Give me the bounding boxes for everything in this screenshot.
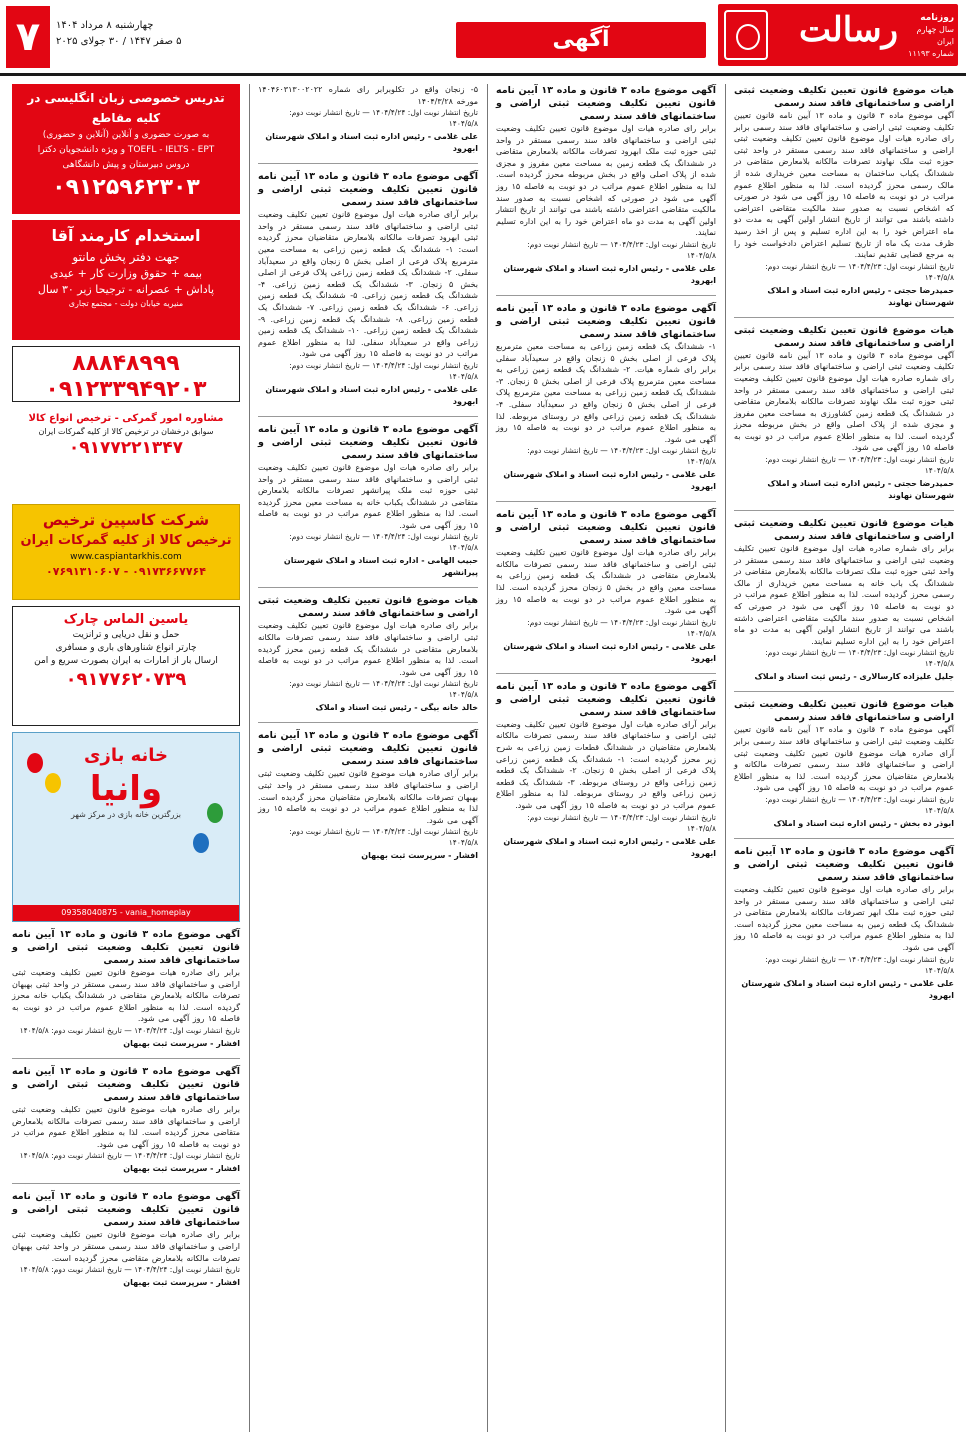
notice (496, 84, 716, 287)
masthead (718, 4, 958, 66)
notice-dates: تاریخ انتشار نوبت اول: ۱۴۰۴/۴/۲۴ — تاریخ انتشار نوبت دوم: ۱۴۰۴/۵/۸ (19, 1151, 240, 1161)
notice-title: آگهی موضوع ماده ۳ قانون و ماده ۱۳ آیین نامه قانون تعیین تکلیف وضعیت ثبتی اراضی و ساختمانهای فاقد سند رسمی (496, 302, 716, 340)
notice (258, 170, 478, 408)
notice-title: هیات موضوع قانون تعیین تکلیف وضعیت ثبتی اراضی و ساختمانهای فاقد سند رسمی (734, 324, 954, 349)
notice (258, 84, 478, 155)
notice-title: آگهی موضوع ماده ۳ قانون و ماده ۱۳ آیین نامه قانون تعیین تکلیف وضعیت ثبتی اراضی و ساختمانهای فاقد سند رسمی (496, 85, 716, 122)
ad-headline: شرکت کاسپین ترخیص (42, 511, 210, 529)
notice-title: آگهی موضوع ماده ۳ قانون و ماده ۱۳ آیین نامه قانون تعیین تکلیف وضعیت ثبتی اراضی و ساختمانهای فاقد سند رسمی (496, 509, 716, 547)
masthead-info (898, 12, 954, 60)
notices-column-1 (730, 84, 958, 1432)
notice-body: برابر آرای صادره هیات اول موضوع قانون تعیین تکلیف وضعیت ثبتی اراضی و ساختمانهای فاقد سند رسمی مستقر در واحد ثبتی ابهرود تصرفات مالکانه بلامعارض متقاضیان محرز گردیده است: ۱- ششدانگ یک قطعه زمین زراعی به مساحت معین مترمربع پلاک فرعی از اصلی بخش ۵ زنجان واقع در سعیدآباد سفلی. ۲- ششدانگ یک قطعه زمین زراعی پلاک فرعی از اصلی بخش ۵ زنجان. ۳- ششدانگ یک قطعه زمین زراعی. ۴- ششدانگ یک قطعه زمین زراعی. ۵- ششدانگ یک قطعه زمین زراعی. ۶- ششدانگ یک قطعه زمین زراعی. ۷- ششدانگ یک قطعه زمین زراعی. ۸- ششدانگ یک قطعه زمین زراعی. ۹- ششدانگ یک قطعه زمین زراعی. ۱۰- ششدانگ یک قطعه زمین زراعی واقع در سعیدآباد سفلی. لذا به منظور اطلاع عموم مراتب در دو نوبت به فاصله ۱۵ روز آگهی می شود. (258, 210, 479, 359)
notice-title: آگهی موضوع ماده ۳ قانون و ماده ۱۳ آیین نامه قانون تعیین تکلیف وضعیت ثبتی اراضی و ساختمانهای فاقد سند رسمی (734, 845, 954, 883)
separator (496, 295, 716, 296)
balloon-icon (207, 803, 223, 823)
notice-title: آگهی موضوع ماده ۳ قانون و ماده ۱۳ آیین نامه قانون تعیین تکلیف وضعیت ثبتی اراضی و ساختمانهای فاقد سند رسمی (12, 1191, 240, 1229)
notice-title: آگهی موضوع ماده ۳ قانون و ماده ۱۳ آیین نامه قانون تعیین تکلیف وضعیت ثبتی اراضی و ساختمانهای فاقد سند رسمی (258, 730, 478, 768)
date-other: ۵ صفر ۱۴۴۷ / ۳۰ جولای ۲۰۲۵ (56, 36, 182, 47)
notice-signature: افشار - سرپرست ثبت بهبهان (123, 1038, 240, 1048)
notice-dates: تاریخ انتشار نوبت اول: ۱۴۰۴/۴/۲۳ — تاریخ انتشار نوبت دوم: ۱۴۰۴/۵/۸ (527, 812, 716, 833)
ad-text: پاداش + عصرانه - ترجیحا زیر ۳۰ سال (37, 283, 215, 296)
year-label: سال چهارم (916, 25, 954, 34)
separator (12, 1058, 240, 1059)
notice (734, 698, 954, 830)
ad-subheadline: جهت دفتر پخش مانتو (72, 250, 180, 264)
ad-headline: مشاوره امور گمرکی - ترخیص انواع کالا (28, 413, 224, 424)
ads-column (8, 84, 244, 1432)
notice-dates: تاریخ انتشار نوبت اول: ۱۴۰۴/۴/۲۳ — تاریخ انتشار نوبت دوم: ۱۴۰۴/۵/۸ (765, 261, 954, 282)
notice-signature: علی غلامی - رئیس اداره ثبت اسناد و املاک شهرستان ابهرود (503, 470, 716, 492)
notice-title: آگهی موضوع ماده ۳ قانون و ماده ۱۳ آیین نامه قانون تعیین تکلیف وضعیت ثبتی اراضی و ساختمانهای فاقد سند رسمی (496, 680, 716, 718)
notice-title: هیات موضوع قانون تعیین تکلیف وضعیت ثبتی اراضی و ساختمانهای فاقد سند رسمی (734, 699, 954, 724)
notice-title: آگهی موضوع ماده ۳ قانون و ماده ۱۳ آیین نامه قانون تعیین تکلیف وضعیت ثبتی اراضی و ساختمانهای فاقد سند رسمی (258, 423, 478, 461)
notice (258, 729, 478, 862)
separator (734, 838, 954, 839)
notice-title: هیات موضوع قانون تعیین تکلیف وضعیت ثبتی اراضی و ساختمانهای فاقد سند رسمی (734, 85, 954, 109)
ad-headline: خانه بازی (83, 745, 169, 766)
column-divider (725, 84, 726, 1432)
notice-dates: تاریخ انتشار نوبت اول: ۱۴۰۴/۴/۲۳ — تاریخ انتشار نوبت دوم: ۱۴۰۴/۵/۸ (765, 794, 954, 815)
notice-signature: علی غلامی - رئیس اداره ثبت اسناد و املاک شهرستان ابهرود (741, 978, 954, 1000)
ad-phone[interactable]: ۰۹۱۲۳۳۹۴۹۲۰۳ (45, 377, 207, 402)
ad-playhouse[interactable] (12, 732, 240, 922)
notice-dates: تاریخ انتشار نوبت اول: ۱۴۰۴/۴/۲۳ — تاریخ انتشار نوبت دوم: ۱۴۰۴/۵/۸ (765, 648, 954, 669)
paper-name: روزنامه (920, 13, 954, 23)
notice-signature: افشار - سرپرست ثبت بهبهان (123, 1278, 240, 1288)
notice-signature: حبیب الهامی - اداره ثبت اسناد و املاک شهرستان پیرانشهر (283, 556, 478, 578)
balloon-icon (27, 753, 43, 773)
separator (258, 416, 478, 417)
emblem-icon (724, 10, 768, 60)
ad-phone[interactable]: ۰۹۱۲۵۹۶۲۳۰۳ (52, 175, 200, 200)
notice-body: ۱- ششدانگ یک قطعه زمین زراعی به مساحت معین مترمربع پلاک فرعی از اصلی بخش ۵ زنجان واقع در سعیدآباد سفلی برابر رای شماره هیات. ۲- ششدانگ یک قطعه زمین زراعی به مساحت معین مترمربع پلاک فرعی از اصلی بخش ۵ زنجان. ۳- ششدانگ یک قطعه زمین زراعی به مساحت معین مترمربع پلاک فرعی از اصلی بخش ۵ زنجان واقع در سعیدآباد سفلی. ۴- ششدانگ یک قطعه زمین زراعی واقع در روستای مربوطه. لذا به منظور اطلاع عموم مراتب در دو نوبت به فاصله ۱۵ روز آگهی می شود. (496, 341, 717, 444)
ad-text: چارتر انواع شناورهای باری و مسافری (55, 643, 197, 653)
page-header (0, 0, 966, 76)
notice-dates: تاریخ انتشار نوبت اول: ۱۴۰۴/۴/۲۴ — تاریخ انتشار نوبت دوم: ۱۴۰۴/۵/۸ (19, 1025, 240, 1035)
notice-signature: ابوذر ده بخش - رئیس اداره ثبت اسناد و املاک (773, 818, 954, 828)
notice (496, 508, 716, 665)
notice-dates: تاریخ انتشار نوبت اول: ۱۴۰۴/۴/۲۴ — تاریخ انتشار نوبت دوم: ۱۴۰۴/۵/۸ (19, 1265, 240, 1275)
ad-customs-consulting[interactable] (12, 408, 240, 498)
ad-text: بیمه + حقوق وزارت کار + عیدی (49, 267, 203, 280)
ad-english-tutoring[interactable] (12, 84, 240, 214)
notice-signature: علی غلامی - رئیس اداره ثبت اسناد و املاک شهرستان ابهرود (265, 384, 478, 406)
notice-body: برابر رای شماره صادره هیات اول موضوع قانون تعیین تکلیف وضعیت ثبتی اراضی و ساختمانهای فاقد سند رسمی مستقر در واحد ثبتی حوزه ثبت ملک تصرفات مالکانه بلامعارض متقاضی در ششدانگ یک باب خانه به مساحت معین خریداری از مالک رسمی محرز گردیده است. لذا به منظور اطلاع عموم مراتب در دو نوبت به فاصله ۱۵ روز آگهی می شود در صورتی که اشخاص نسبت به صدور سند مالکیت متقاضی اعتراضی داشته باشند می توانند از تاریخ انتشار اولین آگهی به مدت دو ماه اعتراض خود را به این اداره تسلیم نمایند. (734, 544, 954, 646)
ad-text: ارسال بار از امارات به ایران بصورت سریع و امن (34, 656, 218, 666)
notice-signature: علی غلامی - رئیس اداره ثبت اسناد و املاک شهرستان ابهرود (503, 836, 716, 858)
ad-hiring[interactable] (12, 220, 240, 340)
balloon-icon (45, 773, 61, 793)
ad-text: TOEFL - IELTS - EPT و ویژه دانشجویان دکترا (37, 145, 215, 155)
separator (496, 501, 716, 502)
ad-address: منیریه خیابان دولت - مجتمع تجاری (68, 299, 184, 308)
notice-body: آگهی موضوع ماده ۳ قانون و ماده ۱۳ آیین نامه قانون تعیین تکلیف وضعیت ثبتی اراضی و ساختمانهای فاقد سند رسمی برابر آرای صادره هیات موضوع قانون تعیین تکلیف وضعیت ثبتی اراضی و ساختمانهای فاقد سند رسمی تصرفات مالکانه و بلامعارض متقاضیان محرز گردیده است. لذا به منظور اطلاع عموم مراتب در دو نوبت به فاصله ۱۵ روز آگهی می شود. (734, 725, 954, 793)
notice-body: برابر رای صادره هیات اول موضوع قانون تعیین تکلیف وضعیت ثبتی اراضی و ساختمانهای فاقد سند رسمی مستقر در واحد ثبتی حوزه ثبت ملک ابهر تصرفات مالکانه بلامعارض متقاضی در ششدانگ یک قطعه زمین به مساحت معین محرز گردیده است. لذا به منظور اطلاع عموم مراتب در دو نوبت به فاصله ۱۵ روز آگهی می شود. (734, 884, 955, 952)
notice-body: برابر رای صادره هیات موضوع قانون تعیین تکلیف وضعیت ثبتی اراضی و ساختمانهای فاقد سند رسمی مستقر در واحد ثبتی بهبهان تصرفات مالکانه بلامعارض متقاضی محرز گردیده است. (12, 1230, 240, 1263)
separator (258, 163, 478, 164)
separator (734, 510, 954, 511)
separator (258, 722, 478, 723)
notice-title: آگهی موضوع ماده ۳ قانون و ماده ۱۳ آیین نامه قانون تعیین تکلیف وضعیت ثبتی اراضی و ساختمانهای فاقد سند رسمی (12, 929, 240, 966)
notice-body: ۵- زنجان واقع در تکلوبرابر رای شماره ۱۴۰۴۶۰۳۱۳۰۰۲۰۲۲ مورخه ۱۴۰۴/۳/۲۸ (258, 85, 478, 106)
notice-body: برابر رای صادره هیات موضوع قانون تعیین تکلیف وضعیت ثبتی اراضی و ساختمانهای فاقد سند رسمی مستقر در واحد ثبتی بهبهان تصرفات مالکانه بلامعارض متقاضی در ششدانگ یکباب خانه محرز گردیده است. لذا به منظور اطلاع عموم مراتب در دو نوبت به فاصله ۱۵ روز آگهی می شود. (12, 968, 240, 1024)
notice-signature: جلیل علیزاده کارسالاری - رئیس ثبت اسناد و املاک (754, 672, 954, 682)
notice-body: برابر آرای صادره هیات اول موضوع قانون تعیین تکلیف وضعیت ثبتی اراضی و ساختمانهای فاقد سند رسمی تصرفات مالکانه بلامعارض متقاضیان در ششدانگ قطعات زمین زراعی به شرح زیر محرز گردیده است: ۱- ششدانگ یک قطعه زمین زراعی پلاک فرعی از اصلی بخش ۵ زنجان. ۲- ششدانگ یک قطعه زمین زراعی واقع در روستای مربوطه. ۳- ششدانگ یک قطعه زمین زراعی واقع در روستای مربوطه. لذا به منظور اطلاع عموم مراتب در دو نوبت به فاصله ۱۵ روز آگهی می شود. (496, 719, 717, 810)
notice-signature: حمیدرضا حجتی - رئیس اداره ثبت اسناد و املاک شهرستان نهاوند (767, 479, 954, 501)
notice (734, 845, 954, 1002)
notice-dates: تاریخ انتشار نوبت اول: ۱۴۰۴/۴/۲۴ — تاریخ انتشار نوبت دوم: ۱۴۰۴/۵/۸ (289, 679, 478, 700)
newspaper-logo: رسالت (798, 10, 898, 50)
ad-headline: یاسین الماس چارک (63, 612, 189, 627)
separator (496, 673, 716, 674)
notice (12, 1065, 240, 1175)
notice-title: آگهی موضوع ماده ۳ قانون و ماده ۱۳ آیین نامه قانون تعیین تکلیف وضعیت ثبتی اراضی و ساختمانهای فاقد سند رسمی (12, 1065, 240, 1103)
ad-phone[interactable]: ۰۹۱۷۷۲۲۱۳۴۷ (68, 438, 184, 458)
ad-text: به صورت حضوری و آنلاین (آنلاین و حضوری) (42, 130, 210, 140)
notice-dates: تاریخ انتشار نوبت اول: ۱۴۰۴/۴/۲۳ — تاریخ انتشار نوبت دوم: ۱۴۰۴/۵/۸ (765, 455, 954, 476)
ad-website-link[interactable]: www.caspiantarkhis.com (70, 552, 182, 562)
notice-dates: تاریخ انتشار نوبت اول: ۱۴۰۴/۴/۲۴ — تاریخ انتشار نوبت دوم: ۱۴۰۴/۵/۸ (289, 360, 478, 381)
separator (734, 691, 954, 692)
notice-dates: تاریخ انتشار نوبت اول: ۱۴۰۴/۴/۲۴ — تاریخ انتشار نوبت دوم: ۱۴۰۴/۵/۸ (289, 108, 478, 129)
ad-text: دروس دبیرستان و پیش دانشگاهی (62, 160, 190, 170)
date-box (56, 18, 306, 50)
ad-text: سوابق درخشان در ترخیص کالا از کلیه گمرکات ایران (38, 427, 214, 436)
notice (12, 1190, 240, 1289)
separator (258, 587, 478, 588)
ad-hiring-phones[interactable] (12, 346, 240, 402)
ad-headline: تدریس خصوصی زبان انگلیسی در کلیه مقاطع (27, 91, 225, 125)
date-persian: چهارشنبه ۸ مرداد ۱۴۰۴ (56, 20, 154, 31)
balloon-icon (193, 833, 209, 853)
notices-column-3 (254, 84, 482, 1432)
notice-dates: تاریخ انتشار نوبت اول: ۱۴۰۴/۴/۲۳ — تاریخ انتشار نوبت دوم: ۱۴۰۴/۵/۸ (765, 954, 954, 975)
column-divider (487, 84, 488, 1432)
ad-caspian-clearance[interactable] (12, 504, 240, 600)
page-number: ۷ (6, 6, 50, 68)
notice (258, 423, 478, 580)
notice-dates: تاریخ انتشار نوبت اول: ۱۴۰۴/۴/۲۳ — تاریخ انتشار نوبت دوم: ۱۴۰۴/۵/۸ (527, 239, 716, 260)
notice-body: برابر آرای صادره هیات موضوع قانون تعیین تکلیف وضعیت ثبتی اراضی و ساختمانهای فاقد سند رسمی مستقر در واحد ثبتی بهبهان تصرفات مالکانه بلامعارض متقاضیان محرز گردیده است. لذا به منظور اطلاع عموم مراتب در دو نوبت به فاصله ۱۵ روز آگهی می شود. (258, 769, 479, 825)
notice-signature: علی غلامی - رئیس اداره ثبت اسناد و املاک شهرستان ابهرود (503, 263, 716, 285)
ad-brand: وانیا (89, 769, 163, 809)
notice-body: برابر رای صادره هیات موضوع قانون تعیین تکلیف وضعیت ثبتی اراضی و ساختمانهای فاقد سند رسمی تصرفات مالکانه بلامعارض متقاضی محرز گردیده است. لذا به منظور اطلاع عموم مراتب در دو نوبت به فاصله ۱۵ روز آگهی می شود. (12, 1104, 240, 1149)
ad-text: بزرگترین خانه بازی در مرکز شهر (70, 810, 181, 819)
notice-title: هیات موضوع قانون تعیین تکلیف وضعیت ثبتی اراضی و ساختمانهای فاقد سند رسمی (258, 595, 478, 620)
notice (734, 84, 954, 309)
ad-phone[interactable]: ۰۹۱۷۳۶۶۷۷۶۴ - ۰۷۶۹۱۳۱۰۶۰۷ (46, 565, 206, 578)
notice-title: هیات موضوع قانون تعیین تکلیف وضعیت ثبتی اراضی و ساختمانهای فاقد سند رسمی (734, 518, 954, 543)
ad-text: حمل و نقل دریایی و ترانزیت (72, 630, 180, 640)
notice-dates: تاریخ انتشار نوبت اول: ۱۴۰۴/۴/۲۳ — تاریخ انتشار نوبت دوم: ۱۴۰۴/۵/۸ (527, 446, 716, 467)
notice-signature: حمیدرضا حجتی - رئیس اداره ثبت اسناد و املاک شهرستان نهاوند (767, 285, 954, 307)
notice-body: برابر رای صادره هیات اول موضوع قانون تعیین تکلیف وضعیت ثبتی اراضی و ساختمانهای فاقد سند رسمی مستقر در واحد ثبتی حوزه ثبت ملک پیرانشهر تصرفات مالکانه بلامعارض متقاضی در ششدانگ یکباب خانه به مساحت معین محرز گردیده است. لذا به منظور اطلاع عموم مراتب در دو نوبت به فاصله ۱۵ روز آگهی می شود. (258, 462, 478, 530)
ad-shipping[interactable] (12, 606, 240, 726)
column-divider (249, 84, 250, 1432)
notice-body: آگهی موضوع ماده ۳ قانون و ماده ۱۳ آیین نامه قانون تعیین تکلیف وضعیت ثبتی اراضی و ساختمانهای فاقد سند رسمی برابر رای صادره هیات اول موضوع قانون تعیین تکلیف وضعیت ثبتی اراضی و ساختمانهای فاقد سند رسمی مستقر در واحد ثبتی حوزه ثبت ملک نهاوند تصرفات مالکانه بلامعارض متقاضی در ششدانگ یکباب ساختمان به مساحت معین خریداری شده از مالک رسمی محرز گردیده است. لذا به منظور اطلاع عموم مراتب در دو نوبت به فاصله ۱۵ روز آگهی می شود در صورتی که اشخاص نسبت به صدور سند مالکیت متقاضی اعتراضی داشته باشند می توانند از تاریخ انتشار اولین آگهی به مدت دو ماه اعتراض خود را به این اداره تسلیم و پس از اخذ رسید ظرف مدت یک ماه از تاریخ تسلیم اعتراض دادخواست خود را به مرجع قضایی تقدیم نمایند. (734, 111, 955, 260)
notice (496, 302, 716, 493)
notice-signature: افشار - سرپرست ثبت بهبهان (361, 851, 478, 861)
notice (734, 324, 954, 502)
ad-headline: استخدام کارمند آقا (51, 226, 201, 245)
separator (12, 1183, 240, 1184)
ad-contact-bar[interactable]: 09358040875 - vania_homeplay (13, 905, 239, 921)
notice-body: آگهی موضوع ماده ۳ قانون و ماده ۱۳ آیین نامه قانون تعیین تکلیف وضعیت ثبتی اراضی و ساختمانهای فاقد سند رسمی برابر رای شماره صادره هیات اول موضوع قانون تعیین تکلیف وضعیت ثبتی اراضی و ساختمانهای فاقد سند رسمی مستقر در واحد ثبتی حوزه ثبت ملک نهاوند تصرفات مالکانه بلامعارض متقاضی در ششدانگ یک قطعه زمین کشاورزی به مساحت معین مفروز و مجزی شده از پلاک اصلی واقع در بخش مربوطه محرز گردیده است. لذا به منظور اطلاع عموم مراتب در دو نوبت به فاصله ۱۵ روز آگهی می شود. (734, 350, 954, 453)
notice-body: برابر رای صادره هیات اول موضوع قانون تعیین تکلیف وضعیت ثبتی اراضی و ساختمانهای فاقد سند رسمی تصرفات مالکانه بلامعارض متقاضی در ششدانگ یک قطعه زمین زراعی به مساحت معین واقع در بخش ۵ زنجان محرز گردیده است. لذا به منظور اطلاع عموم مراتب در دو نوبت به فاصله ۱۵ روز آگهی می شود. (496, 548, 716, 616)
notice-dates: تاریخ انتشار نوبت اول: ۱۴۰۴/۴/۲۴ — تاریخ انتشار نوبت دوم: ۱۴۰۴/۵/۸ (289, 827, 478, 848)
notice-title: آگهی موضوع ماده ۳ قانون و ماده ۱۳ آیین نامه قانون تعیین تکلیف وضعیت ثبتی اراضی و ساختمانهای فاقد سند رسمی (258, 171, 478, 209)
notice-dates: تاریخ انتشار نوبت اول: ۱۴۰۴/۴/۲۳ — تاریخ انتشار نوبت دوم: ۱۴۰۴/۵/۸ (527, 617, 716, 638)
notice (12, 928, 240, 1050)
ad-phone[interactable]: ۸۸۸۴۸۹۹۹ (72, 351, 180, 376)
section-title: آگهی (456, 22, 706, 58)
notice (258, 594, 478, 714)
notice-body: برابر رای صادره هیات اول موضوع قانون تعیین تکلیف وضعیت ثبتی اراضی و ساختمانهای فاقد سند رسمی مستقر در واحد ثبتی حوزه ثبت ملک ابهرود تصرفات مالکانه بلامعارض متقاضی در ششدانگ یک قطعه زمین به مساحت معین مفروز و مجزی شده از پلاک اصلی واقع در بخش مربوطه محرز گردیده است. لذا به منظور اطلاع عموم مراتب در دو نوبت به فاصله ۱۵ روز آگهی می شود در صورتی که اشخاص نسبت به صدور سند مالکیت متقاضی اعتراضی داشته باشند می توانند از تاریخ انتشار اولین آگهی به مدت دو ماه اعتراض خود را به این اداره تسلیم نمایند. (496, 124, 717, 238)
notice-signature: خالد خانه بیگی - رئیس ثبت اسناد و املاک (315, 703, 478, 713)
notice (496, 680, 716, 860)
notice (734, 517, 954, 683)
issue-label: شماره ۱۱۱۹۳ (908, 49, 954, 58)
country-label: ایران (937, 37, 954, 46)
notice-body: برابر رای صادره هیات اول موضوع قانون تعیین تکلیف وضعیت ثبتی اراضی و ساختمانهای فاقد سند رسمی تصرفات مالکانه بلامعارض متقاضی در ششدانگ یک قطعه زمین محرز گردیده است. لذا به منظور اطلاع عموم مراتب در دو نوبت به فاصله ۱۵ روز آگهی می شود. (258, 621, 478, 677)
notices-column-2 (492, 84, 720, 1432)
notice-signature: افشار - سرپرست ثبت بهبهان (123, 1164, 240, 1174)
notice-signature: علی غلامی - رئیس اداره ثبت اسناد و املاک شهرستان ابهرود (265, 132, 478, 154)
ad-phone[interactable]: ۰۹۱۷۷۶۲۰۷۳۹ (65, 669, 187, 690)
ad-subheadline: ترخیص کالا از کلیه گمرکات ایران (20, 533, 232, 548)
notice-signature: علی غلامی - رئیس اداره ثبت اسناد و املاک شهرستان ابهرود (503, 641, 716, 663)
notice-dates: تاریخ انتشار نوبت اول: ۱۴۰۴/۴/۲۴ — تاریخ انتشار نوبت دوم: ۱۴۰۴/۵/۸ (289, 532, 478, 553)
separator (734, 317, 954, 318)
